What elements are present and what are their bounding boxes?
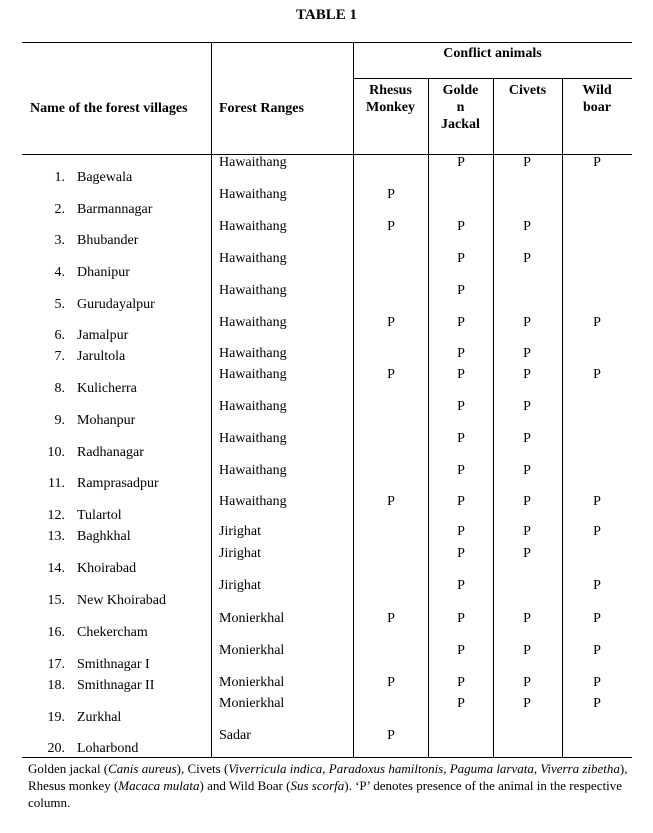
village-name: Jarultola xyxy=(77,349,126,364)
header-jackal-line3: Jackal xyxy=(441,117,480,132)
presence-mark-jackal: P xyxy=(457,494,465,509)
presence-mark-jackal: P xyxy=(457,315,465,330)
presence-mark-rhesus: P xyxy=(387,367,395,382)
presence-mark-civets: P xyxy=(523,524,531,539)
footnote-text-4: ) and Wild Boar ( xyxy=(199,778,291,793)
village-name: Kulicherra xyxy=(77,381,137,396)
presence-mark-boar: P xyxy=(593,524,601,539)
presence-mark-boar: P xyxy=(593,696,601,711)
village-name: Smithnagar II xyxy=(77,678,155,693)
presence-mark-boar: P xyxy=(593,367,601,382)
forest-range: Jirighat xyxy=(219,524,261,539)
presence-mark-jackal: P xyxy=(457,696,465,711)
presence-mark-jackal: P xyxy=(457,643,465,658)
header-jackal-line2: n xyxy=(456,100,465,115)
forest-range: Hawaithang xyxy=(219,346,287,361)
village-number: 16. xyxy=(47,625,65,640)
header-rhesus-line1: Rhesus xyxy=(369,83,412,98)
presence-mark-civets: P xyxy=(523,696,531,711)
village-number: 20. xyxy=(47,741,65,756)
forest-range: Hawaithang xyxy=(219,315,287,330)
footnote-species-rhesus: Macaca mulata xyxy=(118,778,200,793)
village-number: 4. xyxy=(54,265,65,280)
forest-range: Hawaithang xyxy=(219,283,287,298)
presence-mark-jackal: P xyxy=(457,367,465,382)
village-name: Bhubander xyxy=(77,233,139,248)
presence-mark-civets: P xyxy=(523,494,531,509)
presence-mark-jackal: P xyxy=(457,463,465,478)
presence-mark-jackal: P xyxy=(457,155,465,170)
header-boar xyxy=(562,82,632,116)
forest-range: Hawaithang xyxy=(219,463,287,478)
table-footnote xyxy=(28,760,633,811)
table-title: TABLE 1 xyxy=(296,7,357,23)
village-name: Smithnagar I xyxy=(77,657,150,672)
village-number: 3. xyxy=(54,233,65,248)
presence-mark-jackal: P xyxy=(457,524,465,539)
presence-mark-rhesus: P xyxy=(387,728,395,743)
village-number: 19. xyxy=(47,710,65,725)
footnote-text-3: ), Rhesus monkey ( xyxy=(28,761,628,793)
village-name: Dhanipur xyxy=(77,265,130,280)
presence-mark-rhesus: P xyxy=(387,315,395,330)
presence-mark-jackal: P xyxy=(457,546,465,561)
forest-range: Jirighat xyxy=(219,546,261,561)
presence-mark-civets: P xyxy=(523,675,531,690)
forest-range: Monierkhal xyxy=(219,675,285,690)
table-bottom-rule xyxy=(22,757,632,758)
village-name: Radhanagar xyxy=(77,445,144,460)
forest-range: Hawaithang xyxy=(219,399,287,414)
village-number: 2. xyxy=(54,202,65,217)
village-name: Mohanpur xyxy=(77,413,136,428)
forest-range: Hawaithang xyxy=(219,367,287,382)
col-divider-jackal xyxy=(428,78,429,757)
village-name: Jamalpur xyxy=(77,328,129,343)
village-number: 8. xyxy=(54,381,65,396)
header-civets: Civets xyxy=(508,83,547,98)
col-divider-rhesus xyxy=(353,42,354,757)
village-number: 7. xyxy=(54,349,65,364)
header-bottom-rule xyxy=(22,154,632,155)
col-divider-range xyxy=(211,42,212,757)
presence-mark-civets: P xyxy=(523,463,531,478)
presence-mark-rhesus: P xyxy=(387,611,395,626)
presence-mark-jackal: P xyxy=(457,346,465,361)
presence-mark-civets: P xyxy=(523,219,531,234)
presence-mark-civets: P xyxy=(523,399,531,414)
presence-mark-civets: P xyxy=(523,155,531,170)
village-name: Khoirabad xyxy=(77,561,137,576)
presence-mark-jackal: P xyxy=(457,283,465,298)
village-name: Ramprasadpur xyxy=(77,476,159,491)
village-name: Bagewala xyxy=(77,170,133,185)
header-jackal-line1: Golde xyxy=(442,83,479,98)
presence-mark-boar: P xyxy=(593,611,601,626)
village-name: Chekercham xyxy=(77,625,148,640)
presence-mark-jackal: P xyxy=(457,578,465,593)
village-number: 10. xyxy=(47,445,65,460)
forest-range: Hawaithang xyxy=(219,155,287,170)
village-number: 15. xyxy=(47,593,65,608)
presence-mark-jackal: P xyxy=(457,219,465,234)
presence-mark-jackal: P xyxy=(457,399,465,414)
village-number: 13. xyxy=(47,529,65,544)
presence-mark-rhesus: P xyxy=(387,675,395,690)
village-name: New Khoirabad xyxy=(77,593,167,608)
presence-mark-civets: P xyxy=(523,367,531,382)
footnote-species-jackal: Canis aureus xyxy=(108,761,177,776)
forest-range: Monierkhal xyxy=(219,643,285,658)
forest-range: Hawaithang xyxy=(219,219,287,234)
village-number: 12. xyxy=(47,508,65,523)
village-name: Zurkhal xyxy=(77,710,122,725)
presence-mark-jackal: P xyxy=(457,611,465,626)
header-jackal xyxy=(428,82,493,133)
presence-mark-civets: P xyxy=(523,546,531,561)
footnote-text-1: Golden jackal ( xyxy=(28,761,109,776)
presence-mark-jackal: P xyxy=(457,251,465,266)
village-name: Gurudayalpur xyxy=(77,297,155,312)
presence-mark-civets: P xyxy=(523,611,531,626)
header-boar-line1: Wild xyxy=(582,83,612,98)
presence-mark-civets: P xyxy=(523,346,531,361)
forest-range: Jirighat xyxy=(219,578,261,593)
header-village: Name of the forest villages xyxy=(30,101,188,116)
village-number: 14. xyxy=(47,561,65,576)
presence-mark-boar: P xyxy=(593,315,601,330)
village-number: 17. xyxy=(47,657,65,672)
presence-mark-jackal: P xyxy=(457,675,465,690)
village-name: Tulartol xyxy=(77,508,122,523)
presence-mark-civets: P xyxy=(523,315,531,330)
forest-range: Hawaithang xyxy=(219,251,287,266)
village-number: 6. xyxy=(54,328,65,343)
presence-mark-jackal: P xyxy=(457,431,465,446)
footnote-species-civets: Viverricula indica, Paradoxus hamiltonis, Paguma larvata, Viverra zibetha xyxy=(228,761,620,776)
header-rhesus xyxy=(353,82,428,116)
header-rhesus-line2: Monkey xyxy=(366,100,415,115)
table-top-rule xyxy=(22,42,632,43)
presence-mark-boar: P xyxy=(593,578,601,593)
forest-range: Sadar xyxy=(219,728,251,743)
col-divider-boar xyxy=(562,78,563,757)
presence-mark-civets: P xyxy=(523,643,531,658)
forest-range: Monierkhal xyxy=(219,696,285,711)
presence-mark-rhesus: P xyxy=(387,494,395,509)
presence-mark-civets: P xyxy=(523,251,531,266)
footnote-species-boar: Sus scorfa xyxy=(290,778,345,793)
village-number: 9. xyxy=(54,413,65,428)
footnote-text-5: ). ‘P’ denotes presence of the animal in the respective column. xyxy=(28,778,622,810)
presence-mark-boar: P xyxy=(593,494,601,509)
village-number: 1. xyxy=(54,170,65,185)
presence-mark-rhesus: P xyxy=(387,187,395,202)
presence-mark-boar: P xyxy=(593,675,601,690)
village-name: Loharbond xyxy=(77,741,139,756)
header-range: Forest Ranges xyxy=(219,101,304,116)
footnote-text-2: ), Civets ( xyxy=(176,761,229,776)
forest-range: Hawaithang xyxy=(219,494,287,509)
village-number: 18. xyxy=(47,678,65,693)
presence-mark-boar: P xyxy=(593,155,601,170)
presence-mark-civets: P xyxy=(523,431,531,446)
village-number: 11. xyxy=(48,476,65,491)
forest-range: Hawaithang xyxy=(219,187,287,202)
forest-range: Hawaithang xyxy=(219,431,287,446)
village-name: Baghkhal xyxy=(77,529,131,544)
col-divider-civets xyxy=(493,78,494,757)
forest-range: Monierkhal xyxy=(219,611,285,626)
header-boar-line2: boar xyxy=(583,100,611,115)
header-conflict-animals: Conflict animals xyxy=(443,46,542,61)
village-number: 5. xyxy=(54,297,65,312)
presence-mark-boar: P xyxy=(593,643,601,658)
village-name: Barmannagar xyxy=(77,202,153,217)
presence-mark-rhesus: P xyxy=(387,219,395,234)
